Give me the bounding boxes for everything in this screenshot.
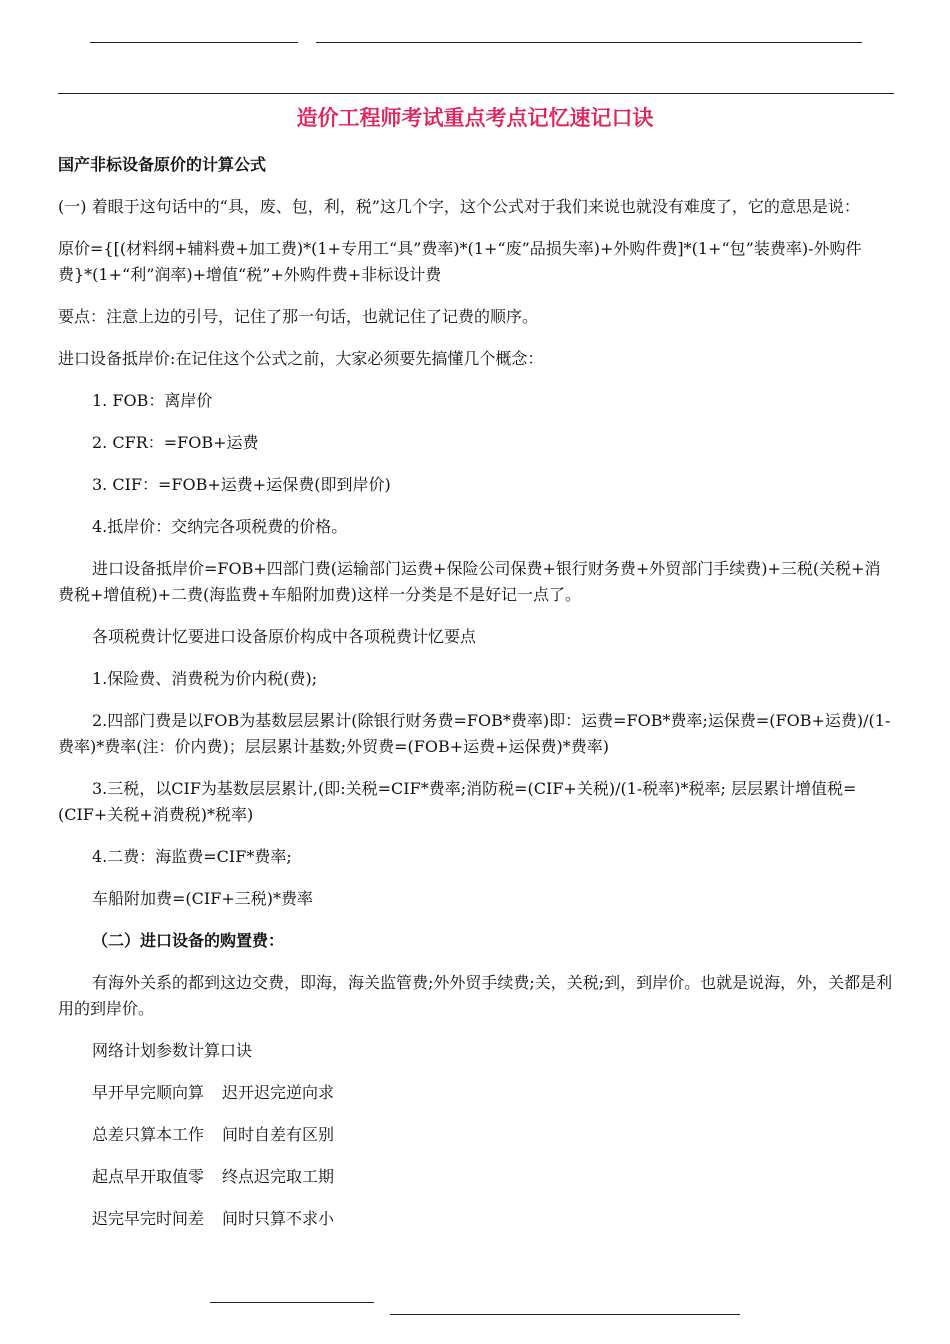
paragraph-intro: (一) 着眼于这句话中的“具，废、包，利，税”这几个字，这个公式对于我们来说也就没有难度了，它的意思是说： bbox=[58, 197, 860, 216]
paragraph-import-price: 进口设备抵岸价:在记住这个公式之前，大家必须要先搞懂几个概念： bbox=[58, 349, 544, 368]
header-rule-left bbox=[90, 42, 298, 43]
verse-2-a: 总差只算本工作 bbox=[92, 1125, 205, 1144]
section-heading-import-purchase: （二）进口设备的购置费： bbox=[92, 931, 285, 950]
verse-1-a: 早开早完顺向算 bbox=[92, 1083, 205, 1102]
verse-1-b: 迟开迟完逆向求 bbox=[222, 1083, 335, 1102]
paragraph-tax-1: 1.保险费、消费税为价内税(费); bbox=[92, 669, 318, 688]
concept-cif: 3. CIF：=FOB+运费+运保费(即到岸价) bbox=[92, 475, 391, 494]
verse-4-a: 迟完早完时间差 bbox=[92, 1209, 205, 1228]
verse-line-2 bbox=[58, 1122, 894, 1148]
paragraph-tax-3: 3.三税，以CIF为基数层层累计,(即:关税=CIF*费率;消防税=(CIF+关税)/(1-税率)*税率; 层层累计增值税=(CIF+关税+消费税)*税率) bbox=[58, 779, 857, 824]
footer-rule-right bbox=[390, 1314, 740, 1315]
paragraph-tax-summary: 各项税费计忆要进口设备原价构成中各项税费计忆要点 bbox=[92, 627, 477, 646]
paragraph-keypoint: 要点：注意上边的引号，记住了那一句话，也就记住了记费的顺序。 bbox=[58, 307, 539, 326]
verse-line-3 bbox=[58, 1164, 894, 1190]
verse-line-1 bbox=[58, 1080, 894, 1106]
paragraph-tax-4: 4.二费：海监费=CIF*费率; bbox=[92, 847, 292, 866]
paragraph-network-plan: 网络计划参数计算口诀 bbox=[92, 1041, 253, 1060]
section-heading-domestic: 国产非标设备原价的计算公式 bbox=[58, 155, 267, 174]
header-rule-right bbox=[316, 42, 862, 43]
concept-landed-price: 4.抵岸价：交纳完各项税费的价格。 bbox=[92, 517, 348, 536]
concept-cfr: 2. CFR：=FOB+运费 bbox=[92, 433, 259, 452]
verse-line-4 bbox=[58, 1206, 894, 1232]
header-rule-full bbox=[58, 93, 894, 94]
paragraph-formula: 原价={[(材料纲+辅料费+加工费)*(1+专用工“具”费率)*(1+“废”品损失率)+外购件费]*(1+“包”装费率)-外购件费}*(1+“利”润率)+增值“税”+外购件费+非标设计费 bbox=[58, 239, 862, 284]
document-title: 造价工程师考试重点考点记忆速记口诀 bbox=[296, 106, 654, 130]
paragraph-overseas: 有海外关系的都到这边交费，即海，海关监管费;外外贸手续费;关，关税;到，到岸价。也就是说海，外，关都是利用的到岸价。 bbox=[58, 973, 893, 1018]
verse-4-b: 间时只算不求小 bbox=[222, 1209, 335, 1228]
footer-rule-left bbox=[210, 1302, 374, 1303]
verse-3-a: 起点早开取值零 bbox=[92, 1167, 205, 1186]
document-body bbox=[58, 152, 894, 1248]
paragraph-landed-formula: 进口设备抵岸价=FOB+四部门费(运输部门运费+保险公司保费+银行财务费+外贸部门手续费)+三税(关税+消费税+增值税)+二费(海监费+车船附加费)这样一分类是不是好记一点了。 bbox=[58, 559, 881, 604]
verse-3-b: 终点迟完取工期 bbox=[222, 1167, 335, 1186]
concept-fob: 1. FOB：离岸价 bbox=[92, 391, 213, 410]
paragraph-vehicle-fee: 车船附加费=(CIF+三税)*费率 bbox=[92, 889, 313, 908]
paragraph-tax-2: 2.四部门费是以FOB为基数层层累计(除银行财务费=FOB*费率)即：运费=FOB*费率;运保费=(FOB+运费)/(1-费率)*费率(注：价内费)；层层累计基数;外贸费=(FOB+运费+运保费)*费率) bbox=[58, 711, 891, 756]
verse-2-b: 间时自差有区别 bbox=[222, 1125, 335, 1144]
